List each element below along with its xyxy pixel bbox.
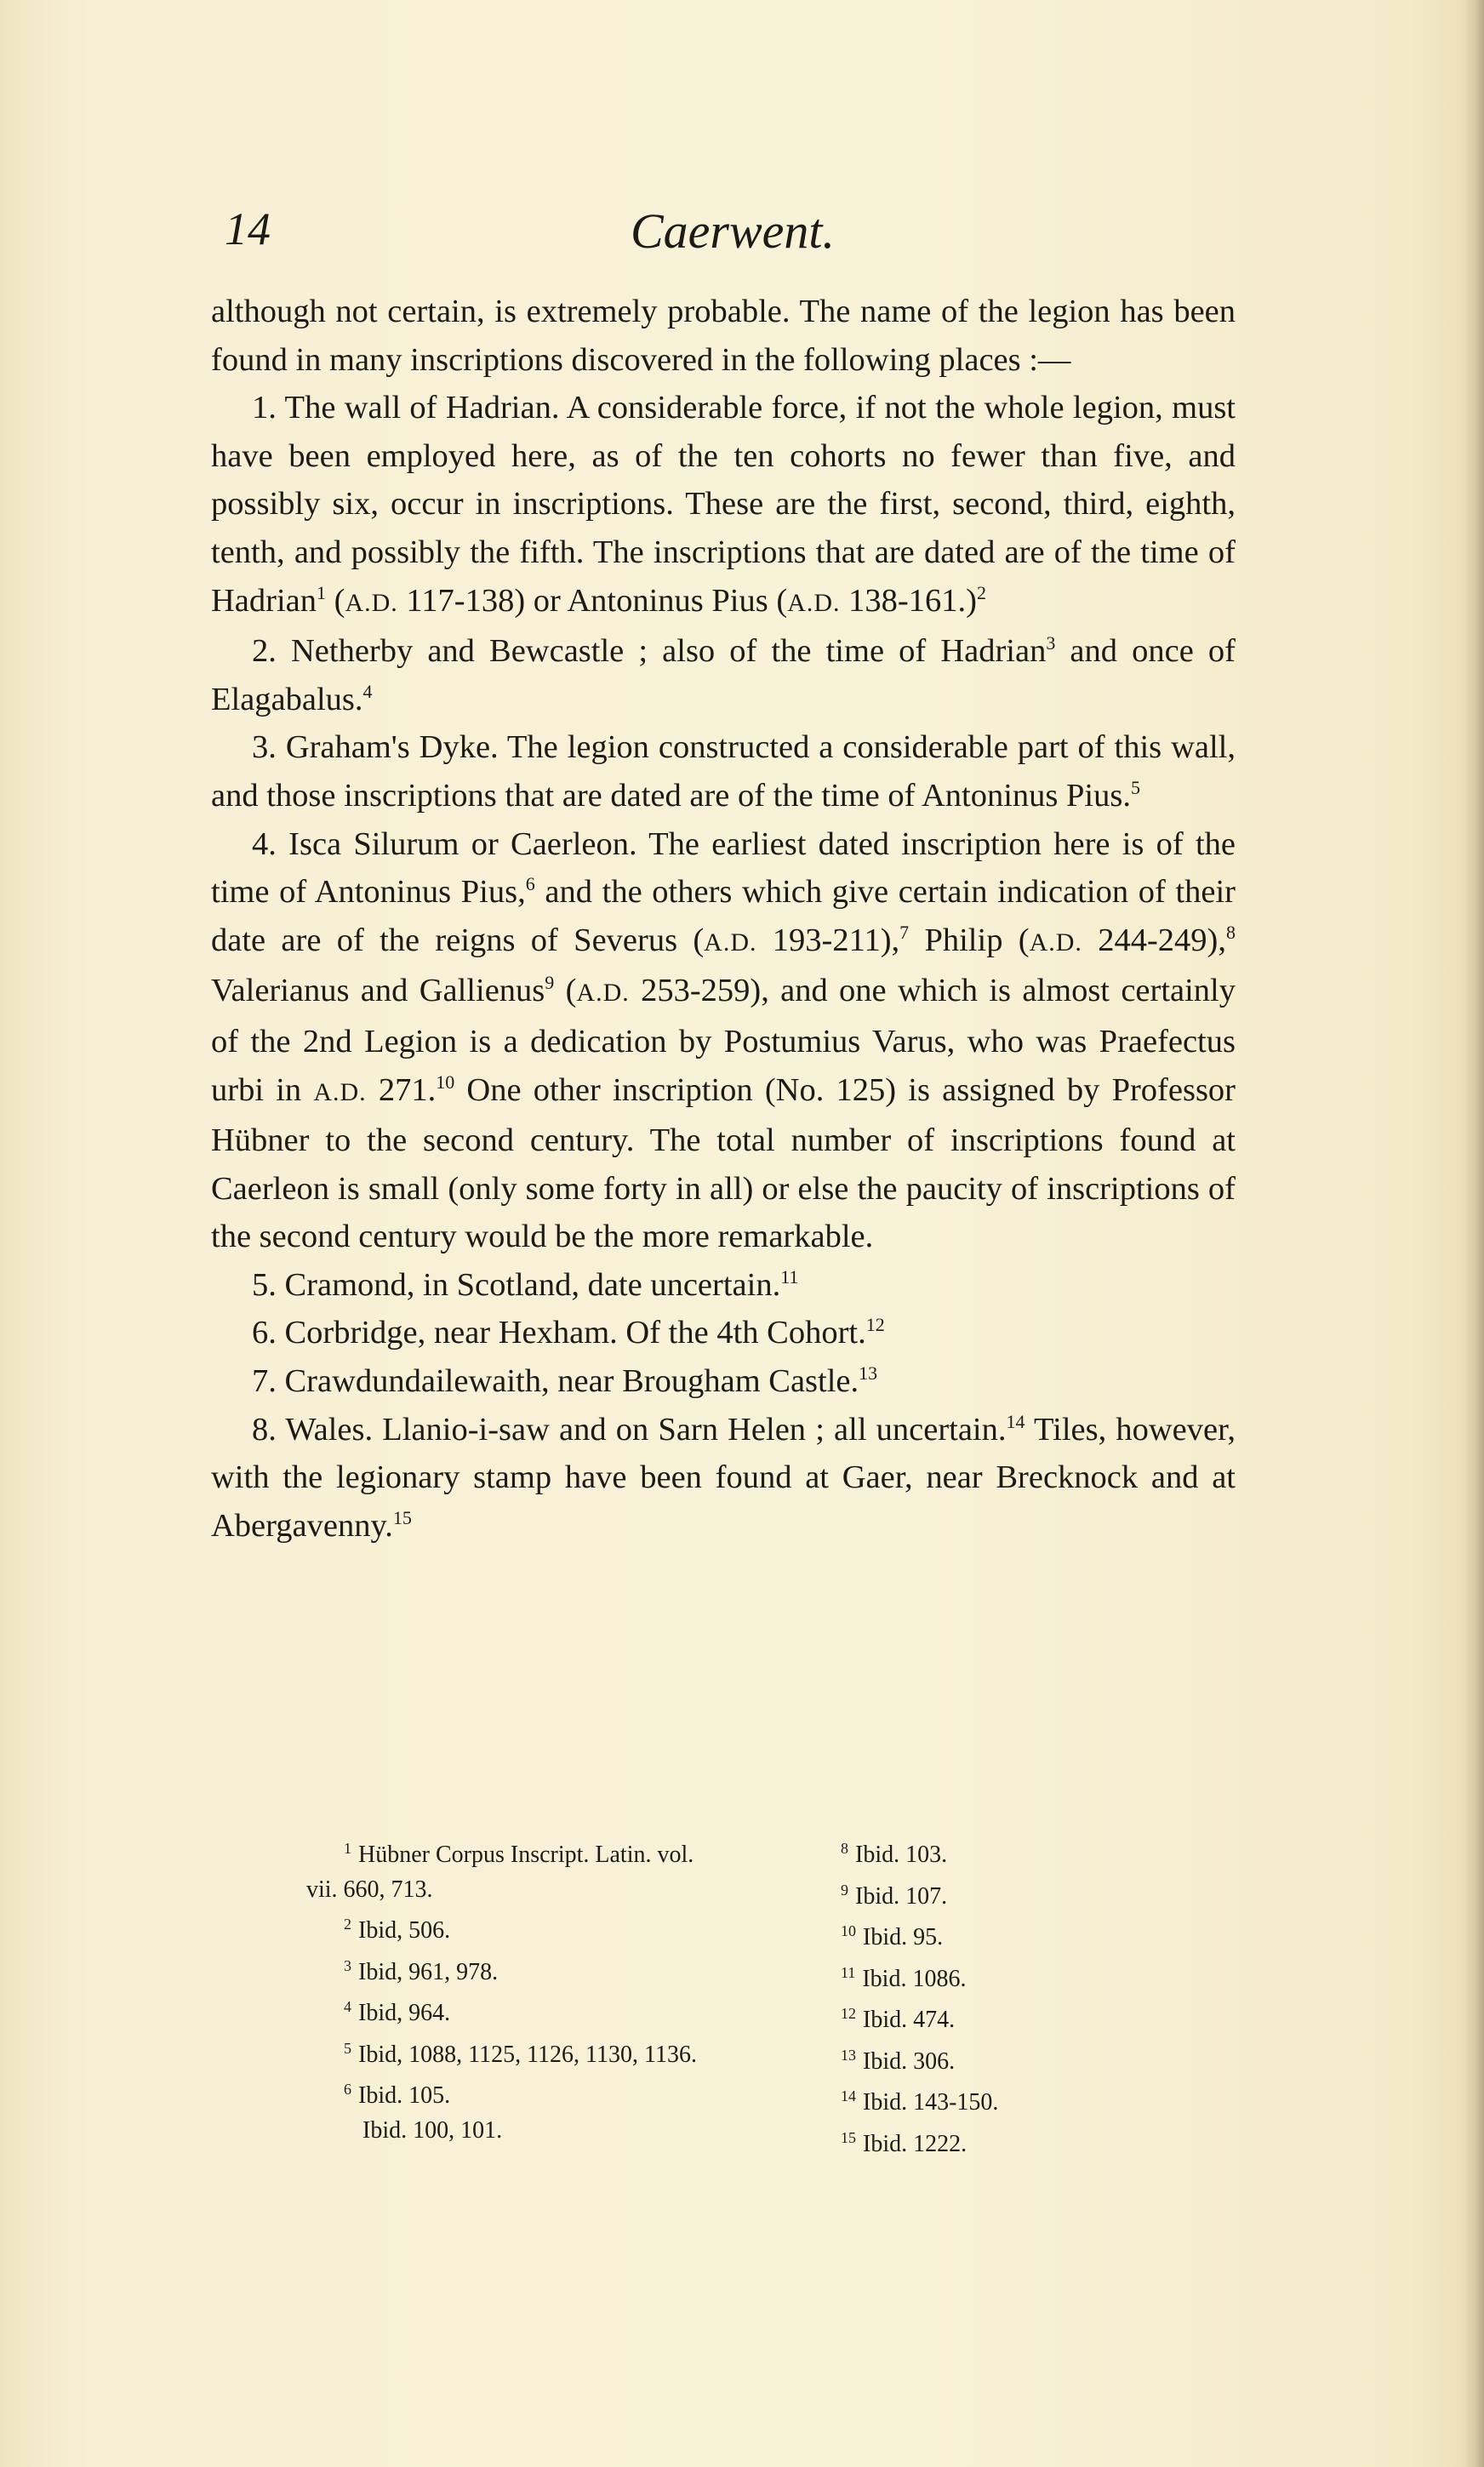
footnote-ref: 1: [317, 581, 326, 603]
item-text: Cramond, in Scotland, date uncertain.: [284, 1266, 781, 1303]
item-text: Crawdundailewaith, near Brougham Castle.: [284, 1363, 859, 1400]
item-text: 138-161.): [840, 582, 977, 619]
footnote-mark: 15: [841, 2128, 856, 2146]
footnote: [841, 2038, 1096, 2080]
footnote-continuation: [306, 1873, 817, 1908]
footnote-ref: 10: [436, 1071, 455, 1093]
footnote-mark: 13: [841, 2046, 856, 2064]
footnote-ref: 13: [859, 1362, 878, 1385]
item-text: Tiles, however, with the legionary stamp have been found at Gaer, near Brecknock and at Abergavenny.: [211, 1411, 1236, 1544]
footnote-mark: 10: [841, 1922, 856, 1939]
list-item-3: [211, 723, 1236, 819]
footnote-mark: 1: [344, 1840, 351, 1857]
footnotes-right-column: [841, 1831, 1096, 2161]
page-header: [218, 203, 1264, 271]
footnote-text: Hübner Corpus Inscript. Latin. vol.: [358, 1842, 694, 1868]
item-text: 244-249),: [1082, 922, 1226, 958]
item-text: (: [326, 582, 345, 619]
footnotes-left-column: [306, 1831, 817, 2148]
item-number: 1.: [252, 390, 277, 426]
list-item-4: [211, 820, 1236, 1261]
footnote-ref: 7: [899, 921, 910, 943]
footnote-text: Ibid. 100, 101.: [362, 2116, 503, 2144]
page-number: 14: [225, 203, 271, 254]
footnote: [841, 1996, 1096, 2038]
list-item-5: [211, 1261, 1236, 1310]
footnote-ref: 6: [525, 873, 535, 895]
footnote-mark: 11: [841, 1963, 856, 1981]
intro-paragraph: although not certain, is extremely probable. The name of the legion has been found in many inscriptions discovered in the following places :—: [211, 294, 1236, 378]
footnote-text: Ibid, 961, 978.: [358, 1958, 499, 1985]
footnote-mark: 4: [344, 1998, 351, 2015]
era-abbrev: A.D.: [313, 1077, 367, 1106]
item-text: Wales. Llanio-i-saw and on Sarn Helen ; all uncertain.: [285, 1411, 1007, 1448]
era-abbrev: A.D.: [704, 928, 757, 957]
item-text: Valerianus and Gallienus: [211, 973, 545, 1009]
body-text: [211, 288, 1236, 1550]
era-abbrev: A.D.: [787, 588, 841, 617]
list-item-2: [211, 627, 1236, 723]
footnote-mark: 12: [841, 2005, 856, 2022]
footnote-text: Ibid. 143-150.: [863, 2089, 999, 2116]
item-number: 3.: [252, 729, 277, 766]
item-text: Isca Silurum or Caerleon. The earliest dated inscription here is of the time of Antoninus Pius,: [211, 825, 1236, 911]
item-number: 6.: [252, 1315, 277, 1351]
era-abbrev: A.D.: [1029, 928, 1082, 957]
footnote-ref: 15: [392, 1506, 412, 1528]
footnote: [306, 2072, 817, 2114]
list-item-8: [211, 1406, 1236, 1550]
item-text: One other inscription (No. 125) is assigned by Professor Hübner to the second century. The total number of inscriptions found at Caerleon is small (only some forty in all) or else the paucity of inscriptions of the second century would be the more remarkable.: [211, 1071, 1236, 1255]
footnote-mark: 2: [344, 1916, 351, 1933]
footnote-ref: 3: [1046, 632, 1056, 654]
list-item-1: [211, 384, 1236, 627]
footnote-ref: 9: [545, 972, 555, 994]
footnote-text: Ibid. 107.: [855, 1882, 948, 1910]
item-number: 4.: [252, 825, 277, 862]
item-text: 193-211),: [756, 922, 900, 958]
item-number: 5.: [252, 1266, 277, 1303]
footnote-mark: 5: [344, 2039, 351, 2057]
footnote-text: Ibid, 1088, 1125, 1126, 1130, 1136.: [358, 2041, 697, 2068]
item-text: Graham's Dyke. The legion constructed a considerable part of this wall, and those inscriptions that are dated are of the time of Antoninus Pius.: [211, 729, 1236, 814]
footnote-text: Ibid, 506.: [358, 1917, 451, 1944]
footnote: [841, 1831, 1096, 1873]
item-text: 271.: [366, 1071, 437, 1108]
footnote-text: Ibid. 474.: [863, 2007, 956, 2033]
footnote-text: Ibid. 1086.: [862, 1965, 967, 1992]
item-text: Corbridge, near Hexham. Of the 4th Cohort.: [284, 1315, 866, 1351]
footnote: [841, 1873, 1096, 1915]
item-text: 253-259), and one which is almost certainly of the 2nd Legion is a dedication by Postumius Varus, who was Praefectus urbi in: [211, 973, 1236, 1108]
footnote-ref: 12: [865, 1314, 885, 1336]
item-number: 7.: [252, 1363, 277, 1400]
footnote-mark: 9: [841, 1881, 848, 1899]
footnote: [841, 2121, 1096, 2162]
item-text: Netherby and Bewcastle ; also of the time of Hadrian: [290, 633, 1047, 670]
item-number: 8.: [252, 1411, 277, 1448]
footnote-ref: 5: [1131, 776, 1140, 798]
running-title: Caerwent.: [631, 203, 836, 259]
footnote-text: Ibid. 1222.: [863, 2130, 967, 2157]
footnote: [306, 2114, 817, 2149]
footnote: [841, 1956, 1096, 1997]
footnote-text: Ibid, 964.: [358, 2000, 451, 2026]
item-text: and the others which give certain indication of their date are of the reigns of Severus (: [211, 874, 1236, 958]
footnote-ref: 2: [976, 581, 986, 603]
footnote-ref: 14: [1006, 1410, 1025, 1432]
item-text: (: [554, 973, 577, 1009]
item-text: The wall of Hadrian. A considerable force, if not the whole legion, must have been employed here, as of the ten cohorts no fewer than five, and possibly six, occur in inscriptions. These are the first, second, third, eighth, tenth, and possibly the fifth. The inscriptions that are dated are of the time of Hadrian: [211, 390, 1236, 619]
footnote-ref: 11: [780, 1265, 799, 1288]
item-text: and once of Elagabalus.: [211, 633, 1236, 717]
footnote: [306, 2031, 817, 2073]
footnote: [841, 2079, 1096, 2121]
item-text: 117-138) or Antoninus Pius (: [397, 582, 788, 619]
era-abbrev: A.D.: [576, 979, 630, 1008]
footnote-text: Ibid. 306.: [863, 2047, 956, 2075]
footnote-mark: 14: [841, 2087, 856, 2104]
page-edge-shadow: [1462, 0, 1484, 2467]
era-abbrev: A.D.: [345, 588, 398, 617]
footnote: [306, 1831, 817, 1873]
footnote-text: Ibid. 95.: [863, 1924, 944, 1950]
footnote: [306, 1907, 817, 1949]
footnote-text: Ibid. 103.: [855, 1842, 948, 1868]
footnote: [306, 1949, 817, 1990]
footnote: [306, 1990, 817, 2031]
footnote: [841, 1914, 1096, 1956]
footnote-text: vii. 660, 713.: [306, 1876, 433, 1903]
item-number: 2.: [252, 633, 277, 670]
footnote-mark: 3: [344, 1956, 351, 1974]
item-text: Philip (: [909, 922, 1030, 958]
footnote-mark: 6: [344, 2081, 351, 2098]
list-item-7: [211, 1357, 1236, 1406]
footnote-ref: 4: [362, 680, 373, 702]
list-item-6: [211, 1309, 1236, 1357]
footnote-text: Ibid. 105.: [358, 2082, 451, 2109]
footnote-mark: 8: [841, 1840, 848, 1857]
footnote-ref: 8: [1225, 921, 1236, 943]
